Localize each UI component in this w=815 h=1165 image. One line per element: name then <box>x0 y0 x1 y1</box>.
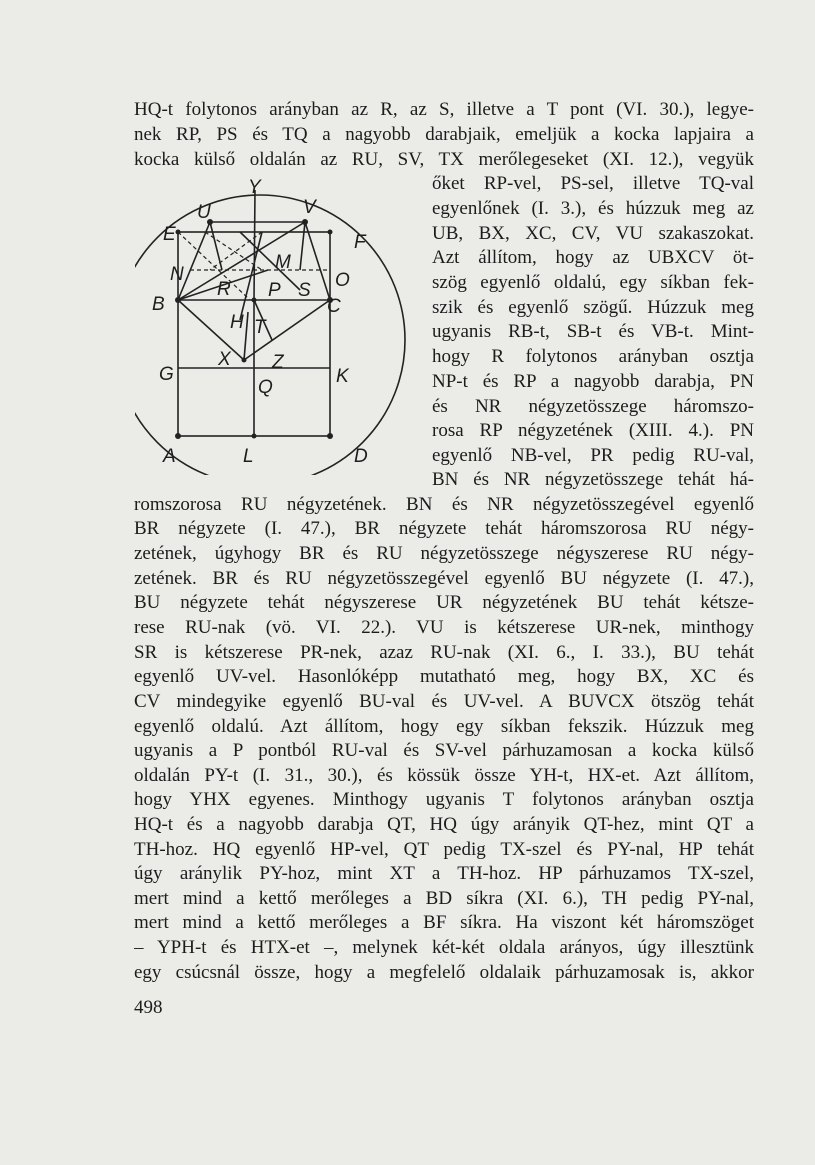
text-line: – YPH-t és HTX-et –, melynek két-két oldala arányos, úgy illesztünk <box>134 937 754 958</box>
text-line: rosa RP négyzetének (XIII. 4.). PN <box>432 420 754 441</box>
label-G: G <box>159 364 174 385</box>
text-line: zetének, úgyhogy BR és RU négyzetösszege négyszerese RU négy- <box>134 543 754 564</box>
point-F <box>328 230 333 235</box>
text-line: szög egyenlő oldalú, egy síkban fek- <box>432 272 754 293</box>
label-E: E <box>163 224 176 245</box>
text-line: SR is kétszerese PR-nek, azaz RU-nak (XI. 6., I. 33.), BU tehát <box>134 642 754 663</box>
text-line: egy csúcsnál össze, hogy a megfelelő oldalaik párhuzamosak is, akkor <box>134 962 754 983</box>
edge-BU <box>178 222 210 300</box>
text-line: hogy YHX egyenes. Minthogy ugyanis T folytonos arányban osztja <box>134 789 754 810</box>
label-S: S <box>298 280 311 301</box>
label-B: B <box>152 294 165 315</box>
label-U: U <box>197 202 211 223</box>
text-line: és NR négyzetösszege háromszo- <box>432 396 754 417</box>
text-line: TH-hoz. HQ egyenlő HP-vel, QT pedig TX-szel és PY-nal, HP tehát <box>134 839 754 860</box>
text-line: egyenlő NB-vel, PR pedig RU-val, <box>432 445 754 466</box>
point-B <box>175 297 181 303</box>
label-Q: Q <box>258 377 273 398</box>
point-L <box>252 434 257 439</box>
text-line: kocka külső oldalán az RU, SV, TX merőlegeseket (XI. 12.), vegyük <box>134 149 754 170</box>
label-R: R <box>217 279 231 300</box>
text-line: hogy R folytonos arányban osztja <box>432 346 754 367</box>
text-line: egyenlőnek (I. 3.), és húzzuk meg az <box>432 198 754 219</box>
geometry-figure <box>135 175 425 475</box>
label-V: V <box>303 197 316 218</box>
label-P: P <box>268 280 281 301</box>
text-line: őket RP-vel, PS-sel, illetve TQ-val <box>432 173 754 194</box>
text-line: egyenlő UV-vel. Hasonlóképp mutatható meg, hogy BX, XC és <box>134 666 754 687</box>
text-line: BU négyzete tehát négyszerese UR négyzetének BU tehát kétsze- <box>134 592 754 613</box>
text-line: Azt állítom, hogy az UBXCV öt- <box>432 247 754 268</box>
label-H: H <box>230 312 244 333</box>
text-line: mert mind a kettő merőleges a BF síkra. Ha viszont két háromszöget <box>134 912 754 933</box>
dashed-line <box>178 232 250 300</box>
point-V <box>302 219 308 225</box>
text-line: oldalán PY-t (I. 31., 30.), és kössük össze YH-t, HX-et. Azt állítom, <box>134 765 754 786</box>
text-line: HQ-t folytonos arányban az R, az S, illetve a T pont (VI. 30.), legye- <box>134 99 754 120</box>
text-line: romszorosa RU négyzetének. BN és NR négyzetösszegével egyenlő <box>134 494 754 515</box>
point-P <box>252 298 257 303</box>
text-line: úgy aránylik PY-hoz, mint XT a TH-hoz. HP párhuzamos TX-szel, <box>134 863 754 884</box>
line-VS <box>300 222 305 270</box>
label-Z: Z <box>272 352 284 373</box>
text-line: UB, BX, XC, CV, VU szakaszokat. <box>432 223 754 244</box>
text-line: BR négyzete (I. 47.), BR négyzete tehát háromszorosa RU négy- <box>134 518 754 539</box>
text-line: nek RP, PS és TQ a nagyobb darabjaik, emeljük a kocka lapjaira a <box>134 124 754 145</box>
point-D <box>327 433 333 439</box>
label-A: A <box>163 446 176 467</box>
label-M: M <box>275 252 291 273</box>
page-number: 498 <box>134 997 163 1018</box>
label-F: F <box>354 232 366 253</box>
text-line: mert mind a kettő merőleges a BD síkra (XI. 6.), TH pedig PY-nal, <box>134 888 754 909</box>
label-D: D <box>354 446 368 467</box>
text-line: NP-t és RP a nagyobb darabja, PN <box>432 371 754 392</box>
label-N: N <box>170 264 184 285</box>
label-T: T <box>254 317 266 338</box>
label-Y: Y <box>248 177 261 198</box>
text-line: ugyanis a P pontból RU-val és SV-vel párhuzamosan a kocka külső <box>134 740 754 761</box>
text-line: ugyanis RB-t, SB-t és VB-t. Mint- <box>432 321 754 342</box>
text-line: BN és NR négyzetösszege tehát há- <box>432 469 754 490</box>
text-line: CV mindegyike egyenlő BU-val és UV-vel. A BUVCX ötszög tehát <box>134 691 754 712</box>
text-line: rese RU-nak (vö. VI. 22.). VU is kétszerese UR-nek, minthogy <box>134 617 754 638</box>
label-L: L <box>243 446 254 467</box>
point-X <box>242 358 247 363</box>
point-E <box>176 230 181 235</box>
text-line: zetének. BR és RU négyzetösszegével egyenlő BU négyzete (I. 47.), <box>134 568 754 589</box>
label-K: K <box>336 366 349 387</box>
label-O: O <box>335 270 350 291</box>
text-line: HQ-t és a nagyobb darabja QT, HQ úgy arányik QT-hez, mint QT a <box>134 814 754 835</box>
point-A <box>175 433 181 439</box>
text-line: szik és egyenlő szögű. Húzzuk meg <box>432 297 754 318</box>
label-C: C <box>327 296 341 317</box>
label-X: X <box>218 349 231 370</box>
line-HX <box>244 312 248 360</box>
text-line: egyenlő oldalú. Azt állítom, hogy egy síkban fekszik. Húzzuk meg <box>134 716 754 737</box>
